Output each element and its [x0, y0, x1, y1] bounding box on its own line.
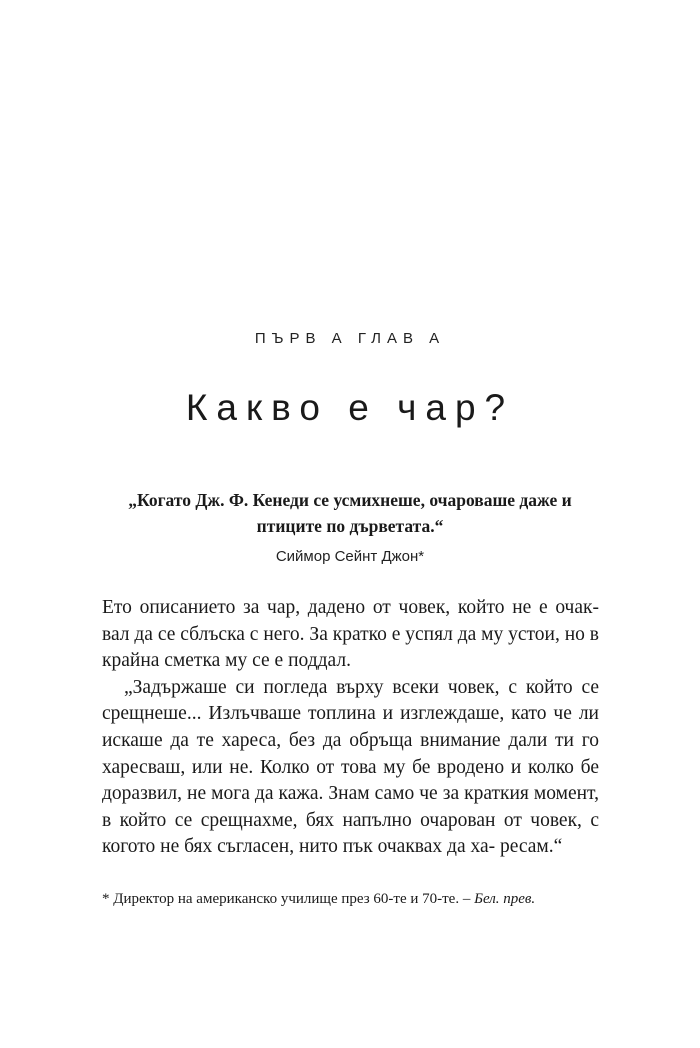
- body-paragraph: „Задържаше си погледа върху всеки човек, с който се срещнеше... Излъчваше топлина и изглеждаше, като че ли искаше да те хареса, без да обръща внимание дали ти го харесваш, или не. Колко от това му бе вродено и колко бе доразвил, не мога да кажа. Знам само че за краткия момент, в който се срещнахме, бях напълно очарован от човек, с когото не бях съгласен, нито пък очаквах да ха- ресам.“: [102, 676, 599, 858]
- body-paragraph: Ето описанието за чар, дадено от човек, който не е очак- вал да се сблъска с него. За кратко е успял да му устои, но в крайна сметка му се е поддал.: [102, 597, 599, 672]
- footnote-text: * Директор на американско училище през 60-те и 70-те. –: [102, 891, 475, 907]
- chapter-label: ПЪРВ А ГЛАВ А: [254, 330, 446, 347]
- chapter-title: Какво е чар?: [185, 387, 515, 428]
- epigraph-quote: „Когато Дж. Ф. Кенеди се усмихнеше, очароваше даже и птиците по дърветата.“: [128, 490, 572, 536]
- epigraph-author: Сиймор Сейнт Джон*: [275, 548, 425, 565]
- body-text: [102, 595, 599, 861]
- footnote-translator-note: Бел. прев.: [474, 891, 536, 907]
- footnote: [102, 888, 599, 911]
